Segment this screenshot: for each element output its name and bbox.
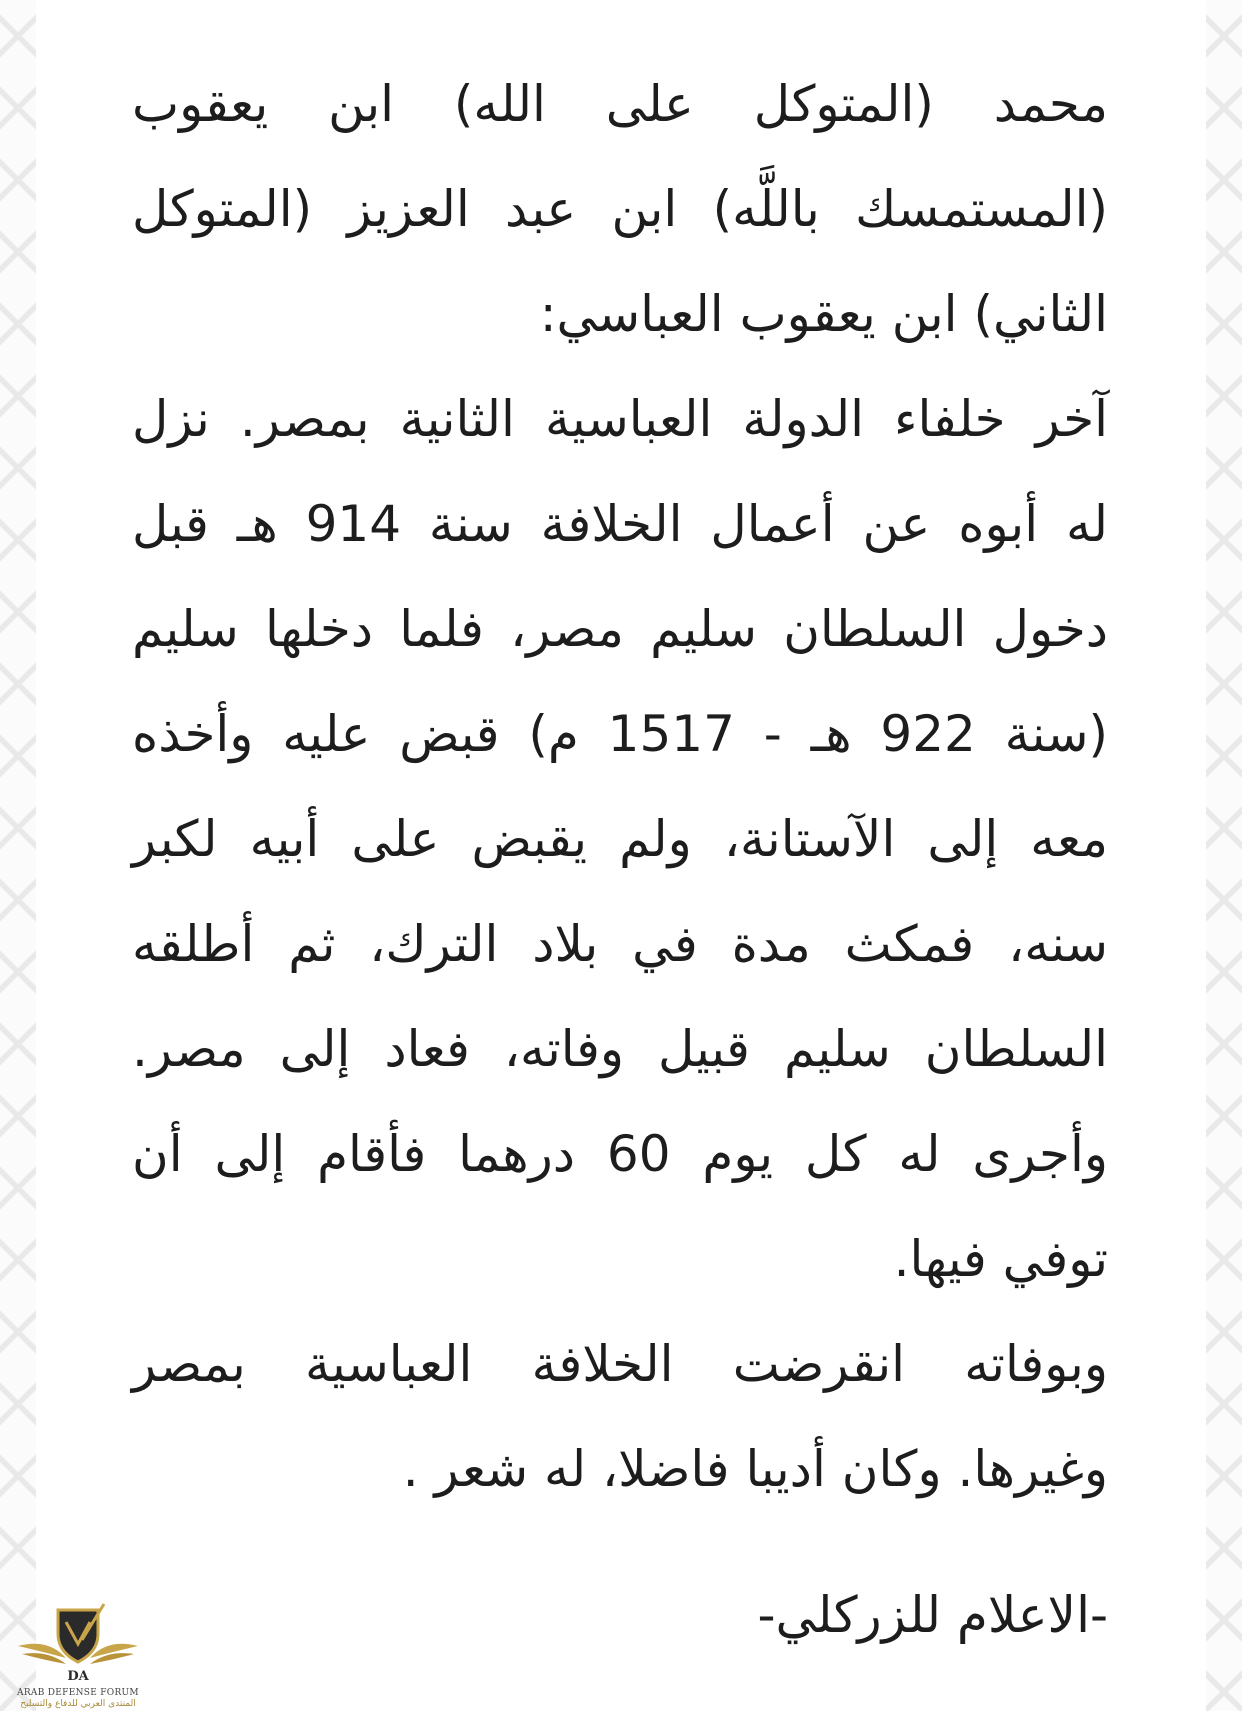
logo-initials: DA	[67, 1669, 89, 1684]
article-line: دخول السلطان سليم مصر، فلما دخلها سليم	[132, 600, 1108, 658]
article-line: (المستمسك باللَّه) ابن عبد العزيز (المتوكل	[132, 180, 1108, 238]
forum-emblem-icon	[8, 1600, 148, 1690]
article-body	[132, 52, 1108, 1522]
decorative-border-left	[0, 0, 36, 1711]
article-line: له أبوه عن أعمال الخلافة سنة 914 هـ قبل	[132, 495, 1108, 553]
article-line: محمد (المتوكل على الله) ابن يعقوب	[132, 75, 1108, 133]
article-line: آخر خلفاء الدولة العباسية الثانية بمصر. نزل	[132, 390, 1108, 448]
article-line: معه إلى الآستانة، ولم يقبض على أبيه لكبر	[132, 810, 1108, 868]
article-line: (سنة 922 هـ - 1517 م) قبض عليه وأخذه	[132, 705, 1108, 763]
logo-caption-english: ARAB DEFENSE FORUM	[17, 1688, 139, 1698]
article-line: توفي فيها.	[893, 1230, 1108, 1288]
article-line: السلطان سليم قبيل وفاته، فعاد إلى مصر.	[132, 1020, 1108, 1078]
article-line: سنه، فمكث مدة في بلاد الترك، ثم أطلقه	[132, 915, 1108, 973]
article-line: وأجرى له كل يوم 60 درهما فأقام إلى أن	[132, 1125, 1108, 1183]
forum-logo	[8, 1600, 148, 1708]
article-line: الثاني) ابن يعقوب العباسي:	[539, 285, 1108, 343]
decorative-border-right	[1206, 0, 1242, 1711]
article-line: وبوفاته انقرضت الخلافة العباسية بمصر	[132, 1335, 1108, 1393]
logo-caption-arabic: المنتدى العربي للدفاع والتسليح	[20, 1699, 136, 1709]
source-citation: -الاعلام للزركلي-	[757, 1586, 1108, 1644]
article-line: وغيرها. وكان أديبا فاضلا، له شعر .	[402, 1440, 1108, 1498]
